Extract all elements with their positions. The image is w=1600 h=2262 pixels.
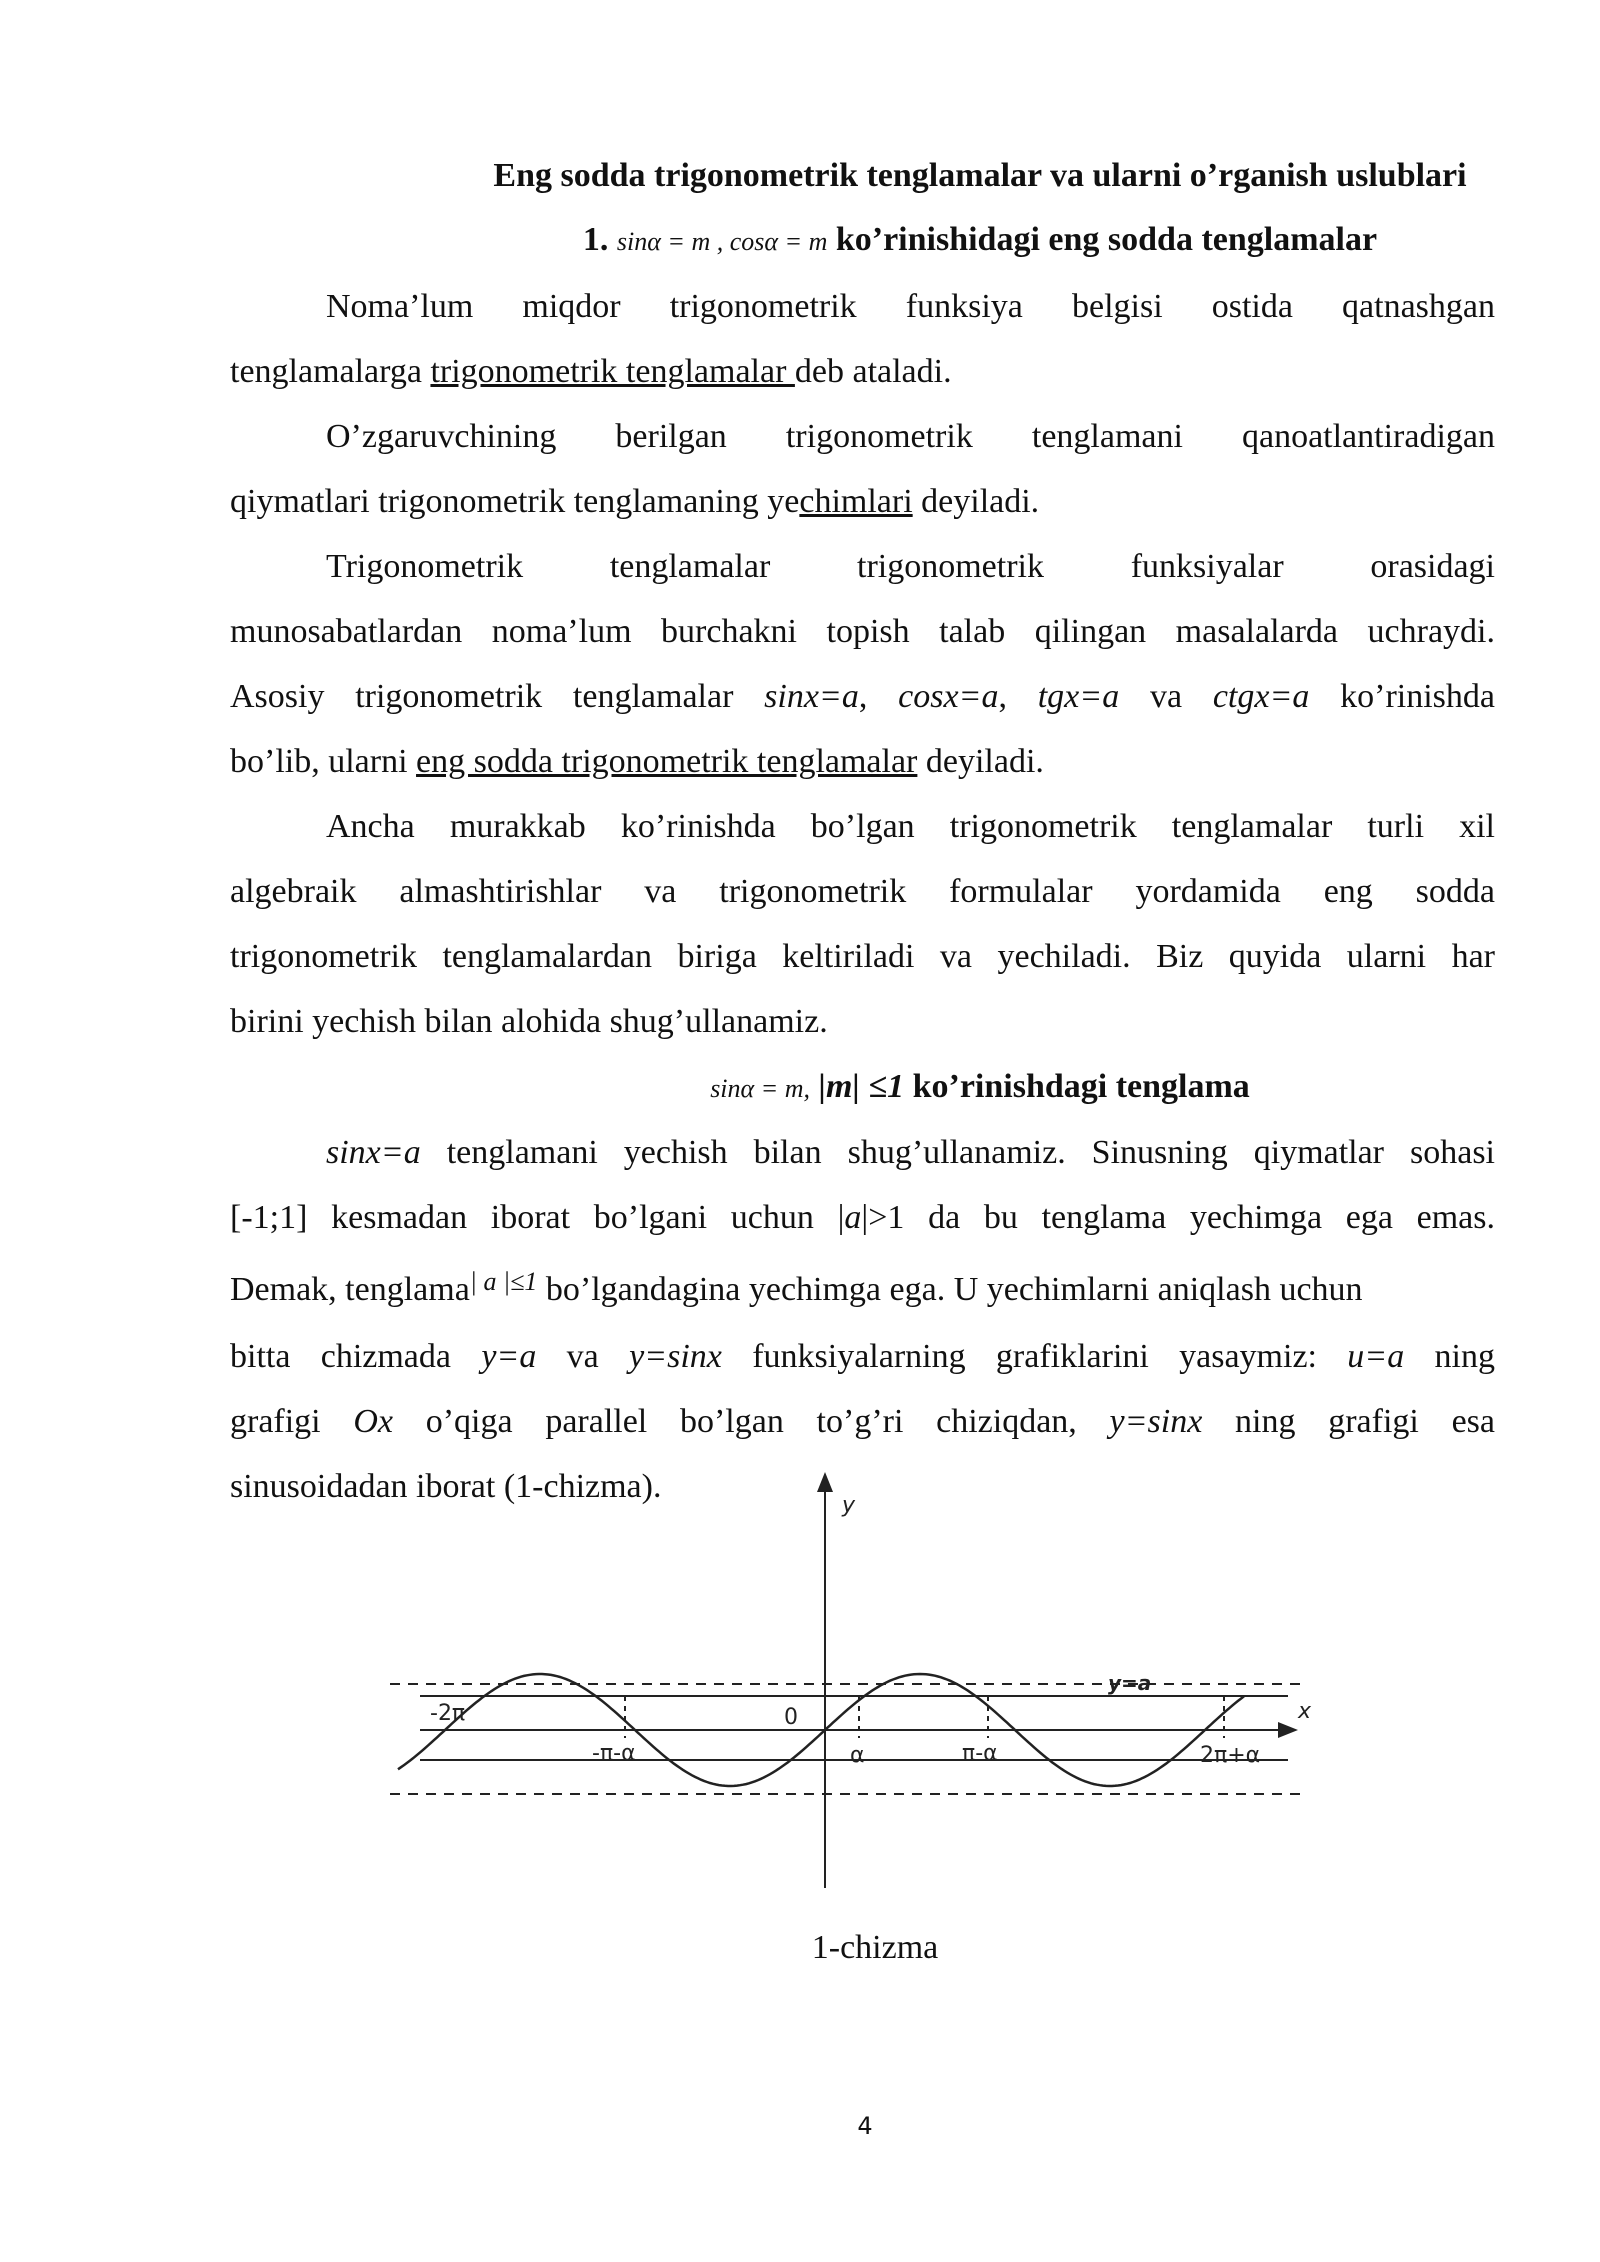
text-span: |>1 da bu tenglama yechimga ega emas. — [861, 1199, 1495, 1236]
tick-label: 2π+α — [1200, 1743, 1261, 1768]
tick-label: α — [850, 1743, 865, 1768]
formula: y=sinx — [629, 1338, 722, 1375]
paragraph-4-line-4: birini yechish bilan alohida shug’ullanamiz. — [230, 1003, 828, 1040]
heading-number: 1. — [582, 221, 609, 258]
text-span: va — [1119, 678, 1213, 715]
text-span: va — [536, 1338, 630, 1375]
tick-label: -π-α — [592, 1741, 636, 1766]
x-axis-arrow — [1278, 1722, 1298, 1738]
document-title: Eng sodda trigonometrik tenglamalar va ularni o’rganish uslublari — [493, 157, 1467, 194]
formula: Ox — [353, 1403, 394, 1440]
text-span: bo’lgandagina yechimga ega. U yechimlarni aniqlash uchun — [537, 1271, 1363, 1308]
paragraph-3-line-3 — [230, 677, 1495, 717]
section-heading-2 — [230, 1067, 1600, 1109]
paragraph-4-line-2: algebraik almashtirishlar va trigonometrik formulalar yordamida eng sodda — [230, 873, 1495, 910]
paragraph-1-line-1: Noma’lum miqdor trigonometrik funksiya belgisi ostida qatnashgan — [326, 288, 1495, 325]
text-span: funksiyalarning grafiklarini yasaymiz: — [721, 1338, 1348, 1375]
text-span: o’qiga parallel bo’lgan to’g’ri chiziqdan, — [393, 1403, 1110, 1440]
y-axis-arrow — [817, 1472, 833, 1492]
text-span: qiymatlari trigonometrik tenglamaning ye — [230, 483, 800, 520]
paragraph-3-line-4 — [230, 742, 1495, 782]
text-span: ko’rinishda — [1309, 678, 1495, 715]
text-span: , — [998, 678, 1038, 715]
x-axis-label: x — [1298, 1699, 1312, 1724]
text-span: deyiladi. — [917, 743, 1044, 780]
text-span: Demak, tenglama — [230, 1271, 470, 1308]
paragraph-2-line-1: O’zgaruvchining berilgan trigonometrik tenglamani qanoatlantiradigan — [326, 418, 1495, 455]
paragraph-3-line-2: munosabatlardan noma’lum burchakni topish talab qilingan masalalarda uchraydi. — [230, 613, 1495, 650]
underlined-term: chimlari — [799, 483, 913, 520]
paragraph-5-line-5 — [230, 1402, 1495, 1442]
text-span: bitta chizmada — [230, 1338, 482, 1375]
paragraph-5-line-1 — [326, 1133, 1495, 1173]
section-heading-1 — [230, 220, 1600, 262]
tick-label: π-α — [962, 1741, 998, 1766]
heading-formula: sinα = m , cosα = m — [616, 227, 828, 256]
page-number: 4 — [857, 2112, 873, 2140]
formula: y=a — [481, 1338, 537, 1375]
paragraph-5-line-6: sinusoidadan iborat (1-chizma). — [230, 1468, 662, 1505]
paragraph-5-line-2 — [230, 1198, 1495, 1238]
formula: | a |≤1 — [469, 1267, 538, 1296]
heading-formula: sinα = m, — [710, 1074, 810, 1103]
paragraph-5-line-3 — [230, 1267, 1495, 1312]
text-span: tenglamani yechish bilan shug’ullanamiz. Sinusning qiymatlar sohasi — [420, 1134, 1495, 1171]
formula: ctgx=a — [1212, 678, 1310, 715]
underlined-term: trigonometrik tenglamalar — [430, 353, 795, 390]
heading-text: ko’rinishdagi tenglama — [912, 1068, 1250, 1105]
figure-caption: 1-chizma — [811, 1929, 939, 1966]
text-span: deb ataladi. — [794, 353, 952, 390]
paragraph-5-line-4 — [230, 1337, 1495, 1377]
formula: u=a — [1347, 1338, 1405, 1375]
formula: sinx=a — [764, 678, 859, 715]
text-span: ning — [1404, 1338, 1496, 1375]
paragraph-1-line-2 — [230, 352, 1495, 392]
formula: cosx=a — [898, 678, 999, 715]
formula: a — [844, 1199, 862, 1236]
text-span: grafigi — [230, 1403, 354, 1440]
origin-label: 0 — [784, 1705, 798, 1730]
formula: y=sinx — [1109, 1403, 1203, 1440]
text-span: tenglamalarga — [230, 353, 431, 390]
paragraph-4-line-3: trigonometrik tenglamalardan biriga keltiriladi va yechiladi. Biz quyida ularni har — [230, 938, 1495, 975]
tick-label: -2π — [430, 1701, 466, 1726]
text-span: deyiladi. — [912, 483, 1040, 520]
paragraph-3-line-1: Trigonometrik tenglamalar trigonometrik funksiyalar orasidagi — [326, 548, 1495, 585]
text-span: , — [858, 678, 899, 715]
heading-text: ko’rinishidagi eng sodda tenglamalar — [835, 221, 1378, 258]
underlined-term: eng sodda trigonometrik tenglamalar — [416, 743, 918, 780]
sine-graph-figure — [380, 1468, 1330, 1908]
heading-condition: |m| ≤1 — [818, 1068, 905, 1105]
text-span: Asosiy trigonometrik tenglamalar — [230, 678, 765, 715]
text-span: bo’lib, ularni — [230, 743, 417, 780]
formula: sinx=a — [326, 1134, 421, 1171]
text-span: [-1;1] kesmadan iborat bo’lgani uchun | — [230, 1199, 845, 1236]
text-span: ning grafigi esa — [1202, 1403, 1495, 1440]
paragraph-2-line-2 — [230, 482, 1495, 522]
formula: tgx=a — [1037, 678, 1120, 715]
paragraph-4-line-1: Ancha murakkab ko’rinishda bo’lgan trigonometrik tenglamalar turli xil — [326, 808, 1495, 845]
y-axis-label: y — [842, 1493, 856, 1518]
y-equals-a-label: y=a — [1108, 1671, 1152, 1695]
